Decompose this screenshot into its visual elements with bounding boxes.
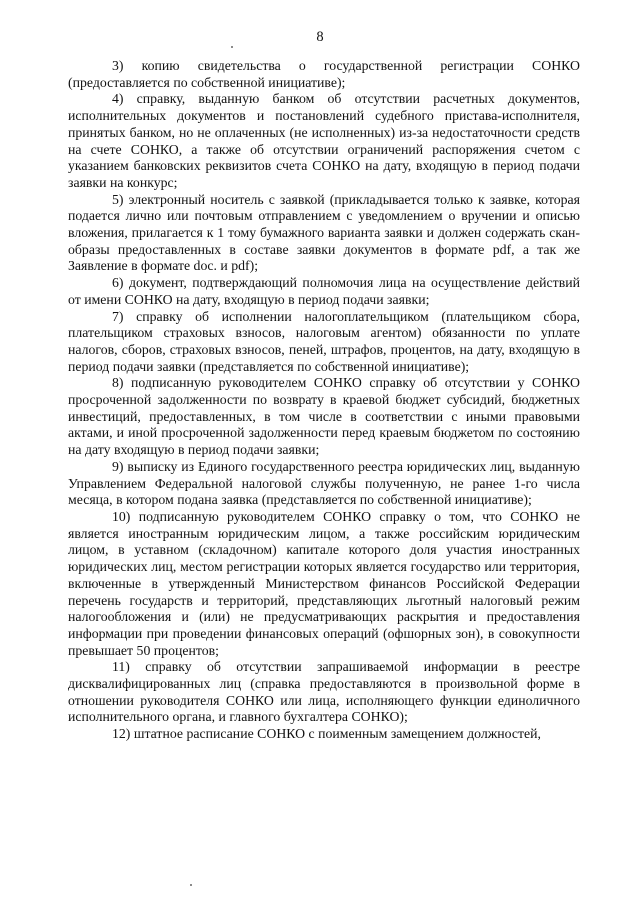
- scan-speck: [231, 46, 233, 48]
- list-item-3: 3) копию свидетельства о государственной регистрации СОНКО (предоставляется по собственной инициативе);: [68, 58, 580, 90]
- list-item-7: 7) справку об исполнении налогоплательщиком (плательщиком сбора, плательщиком страховых взносов, налоговым агентом) обязанности по уплате налогов, сборов, страховых взносов, пеней, штрафов, процентов, на дату, входящую в период подачи заявки (представляется по собственной инициативе);: [68, 308, 580, 374]
- list-item-9: 9) выписку из Единого государственного реестра юридических лиц, выданную Управлением Федеральной налоговой службы полученную, не ранее 1-го числа месяца, в котором подана заявка (представляется по собственной инициативе);: [68, 458, 580, 508]
- list-item-11: 11) справку об отсутствии запрашиваемой информации в реестре дисквалифицированных лиц (справка предоставляются в произвольной форме в отношении руководителя СОНКО или лица, исполняющего функции единоличного исполнительного органа, и главного бухгалтера СОНКО);: [68, 659, 580, 725]
- page-number: 8: [316, 29, 324, 45]
- list-item-8: 8) подписанную руководителем СОНКО справку об отсутствии у СОНКО просроченной задолженности по возврату в краевой бюджет субсидий, бюджетных инвестиций, предоставленных, в том числе в соответствии с иными правовыми актами, и иной просроченной задолженности перед краевым бюджетом по состоянию на дату входящую в период подачи заявки;: [68, 375, 580, 458]
- list-item-4: 4) справку, выданную банком об отсутствии расчетных документов, исполнительных документов и постановлений судебного пристава-исполнителя, принятых банком, но не оплаченных (не исполненных) из-за недостаточности средств на счете СОНКО, а также об отсутствии ограничений распоряжения счетом с указанием банковских реквизитов счета СОНКО на дату, входящую в период подачи заявки на конкурс;: [68, 91, 580, 190]
- document-body: [68, 58, 580, 743]
- list-item-5: 5) электронный носитель с заявкой (прикладывается только к заявке, которая подается лично или почтовым отправлением с уведомлением о вручении и описью вложения, прилагается к 1 тому бумажного варианта заявки и должен содержать скан-образы предоставленных в составе заявки документов в формате pdf, а так же Заявление в формате doc. и pdf);: [68, 191, 580, 274]
- scan-speck: [190, 884, 192, 886]
- list-item-10: 10) подписанную руководителем СОНКО справку о том, что СОНКО не является иностранным юридическим лицом, а также российским юридическим лицом, в уставном (складочном) капитале которого доля участия иностранных юридических лиц, местом регистрации которых является государство или территория, включенные в утвержденный Министерством финансов Российской Федерации перечень государств и территорий, представляющих льготный налоговый режим налогообложения и (или) не предусматривающих раскрытия и предоставления информации при проведении финансовых операций (офшорных зон), в совокупности превышает 50 процентов;: [68, 508, 580, 658]
- list-item-12: 12) штатное расписание СОНКО с поименным замещением должностей,: [112, 726, 541, 742]
- list-item-6: 6) документ, подтверждающий полномочия лица на осуществление действий от имени СОНКО на дату, входящую в период подачи заявки;: [68, 275, 580, 307]
